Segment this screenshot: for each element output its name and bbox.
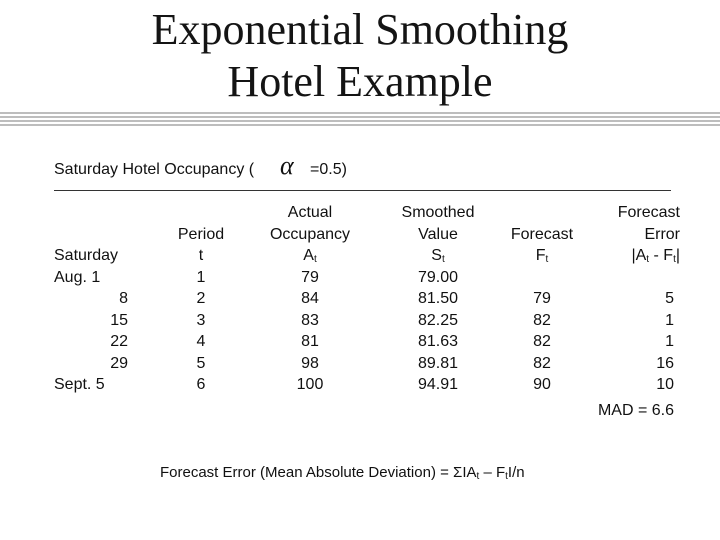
date-column: [54, 245, 128, 396]
formula-sub-2: t: [505, 471, 508, 482]
header-smoothed-symbol-subscript: t: [441, 254, 445, 265]
period-cell: 1: [196, 268, 206, 286]
formula-sub-1: t: [476, 471, 480, 482]
title-divider-stripes: [0, 112, 720, 128]
header-forecast-symbol-subscript: t: [545, 254, 549, 265]
actual-cell: 98: [301, 354, 319, 372]
date-cell: Aug. 1: [54, 268, 101, 286]
period-column: [170, 202, 232, 396]
formula-prefix: Forecast Error (Mean Absolute Deviation) = ΣIA: [160, 464, 477, 481]
header-actual-symbol: $A_t$: [303, 247, 317, 265]
header-period-symbol: t: [198, 247, 204, 264]
header-spacer: [500, 202, 584, 224]
smoothed-cell: 81.50: [417, 290, 459, 307]
header-occupancy: Occupancy: [269, 225, 351, 243]
period-cell: 5: [196, 354, 206, 372]
header-smoothed-symbol: $S_t$: [431, 247, 445, 265]
header-period: Period: [177, 225, 225, 243]
subtitle: Saturday Hotel Occupancy (: [54, 161, 255, 178]
actual-cell: 79: [301, 268, 319, 286]
header-value: Value: [418, 225, 458, 243]
date-cell: 15: [110, 311, 128, 329]
period-cell: 3: [196, 311, 206, 329]
actual-cell: 84: [301, 290, 319, 307]
alpha-symbol: α: [280, 151, 294, 180]
forecast-column: [500, 202, 584, 396]
smoothed-cell: 82.25: [417, 311, 459, 329]
smoothed-cell: 89.81: [417, 354, 459, 372]
period-cell: 4: [196, 333, 206, 350]
mad-value: MAD = 6.6: [597, 402, 674, 419]
header-smoothed: Smoothed: [401, 204, 475, 221]
header-error-sub-a: t: [646, 254, 650, 265]
forecast-cell: 90: [533, 376, 551, 393]
header-actual-symbol-subscript: t: [313, 254, 317, 265]
date-cell: 29: [110, 354, 128, 372]
title-line-2: Hotel Example: [227, 57, 493, 106]
header-error-sub-f: t: [673, 254, 676, 265]
header-forecast-symbol: $F_t$: [535, 247, 549, 265]
period-cell: 2: [196, 290, 206, 307]
header-rule: [54, 190, 671, 191]
smoothed-cell: 81.63: [417, 333, 459, 350]
smoothed-value-column: [386, 202, 490, 396]
actual-cell: 83: [301, 311, 319, 329]
header-forecast-error: Forecast: [617, 204, 680, 221]
header-actual: Actual: [287, 204, 333, 221]
forecast-cell: [500, 267, 584, 289]
actual-occupancy-column: [258, 202, 362, 396]
smoothed-cell: 94.91: [417, 376, 459, 393]
formula-line: [160, 463, 525, 483]
forecast-cell: 82: [533, 354, 551, 372]
date-cell: 22: [110, 333, 128, 350]
period-cell: 6: [196, 376, 206, 393]
formula-suffix: I/n: [507, 464, 525, 481]
actual-cell: 81: [301, 333, 319, 350]
date-cell: 8: [119, 290, 128, 307]
smoothed-cell: 79.00: [417, 268, 459, 286]
header-error: Error: [644, 225, 680, 243]
actual-cell: 100: [296, 376, 324, 393]
title-line-1: Exponential Smoothing: [151, 5, 569, 54]
error-cell: [590, 267, 680, 289]
error-cell: 10: [656, 376, 674, 393]
header-error-symbol: $|A_t - F_t|$: [631, 247, 680, 265]
alpha-value: =0.5): [310, 161, 347, 178]
forecast-cell: 82: [533, 311, 551, 329]
error-cell: 1: [665, 333, 674, 350]
error-cell: 5: [665, 290, 674, 307]
date-cell: Sept. 5: [54, 376, 105, 393]
forecast-cell: 82: [533, 333, 551, 350]
header-forecast: Forecast: [510, 225, 574, 243]
formula-mid: – F: [479, 464, 506, 481]
error-cell: 1: [665, 311, 674, 329]
header-saturday: Saturday: [54, 247, 119, 264]
forecast-cell: 79: [533, 290, 551, 307]
header-spacer: [170, 202, 232, 224]
forecast-error-column: [590, 202, 680, 396]
error-cell: 16: [656, 354, 674, 372]
